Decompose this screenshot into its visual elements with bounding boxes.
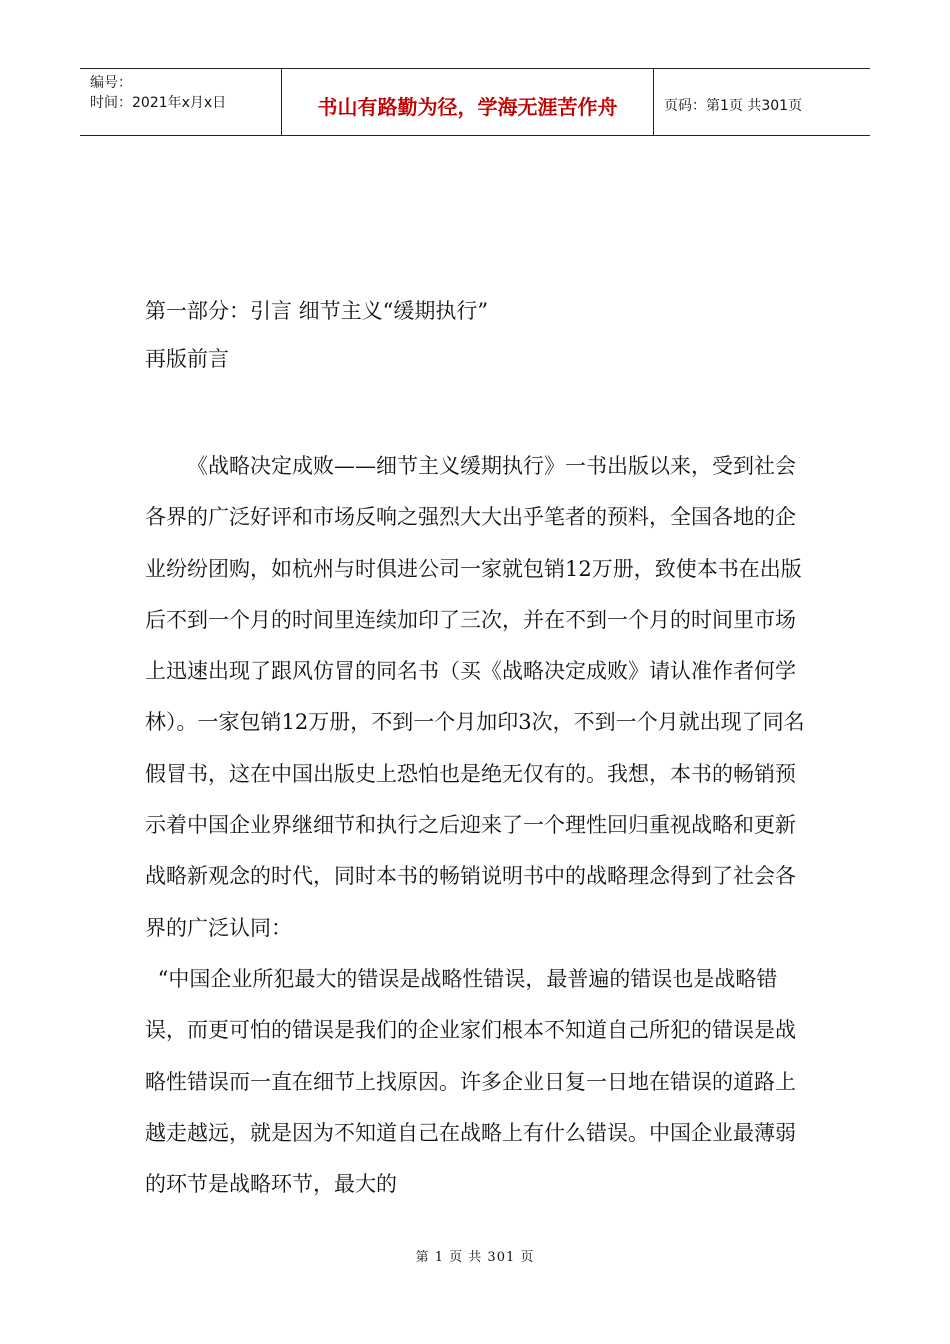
number-label: 编号：	[90, 75, 132, 91]
paragraph-1: 《战略决定成败——细节主义缓期执行》一书出版以来，受到社会各界的广泛好评和市场反响之强烈大大出乎笔者的预料，全国各地的企业纷纷团购，如杭州与时俱进公司一家就包销12万册，致使本书在出版后不到一个月的时间里连续加印了三次，并在不到一个月的时间里市场上迅速出现了跟风仿冒的同名书（买《战略决定成败》请认准作者何学林）。一家包销12万册，不到一个月加印3次，不到一个月就出现了同名假冒书，这在中国出版史上恐怕也是绝无仅有的。我想，本书的畅销预示着中国企业界继细节和执行之后迎来了一个理性回归重视战略和更新战略新观念的时代，同时本书的畅销说明书中的战略理念得到了社会各界的广泛认同：	[145, 454, 805, 940]
time-label: 时间：2021年x月x日	[90, 95, 227, 111]
paragraph-2: “中国企业所犯最大的错误是战略性错误，最普遍的错误也是战略错误，而更可怕的错误是我们的企业家们根本不知道自己所犯的错误是战略性错误而一直在细节上找原因。许多企业日复一日地在错误的道路上越走越远，就是因为不知道自己在战略上有什么错误。中国企业最薄弱的环节是战略环节，最大的	[145, 966, 796, 1197]
body-text	[145, 441, 815, 1210]
part-title: 第一部分：引言 细节主义“缓期执行”	[145, 299, 489, 323]
header-meta-cell	[80, 69, 282, 135]
header-motto-cell	[282, 69, 654, 135]
header-page-cell	[654, 69, 870, 135]
motto-text: 书山有路勤为径，学海无涯苦作舟	[317, 94, 618, 119]
header-table	[80, 68, 870, 136]
section-title: 再版前言	[145, 347, 229, 371]
page-code: 页码：第1页 共301页	[664, 98, 803, 114]
page-footer: 第 1 页 共 301 页	[415, 1250, 535, 1265]
